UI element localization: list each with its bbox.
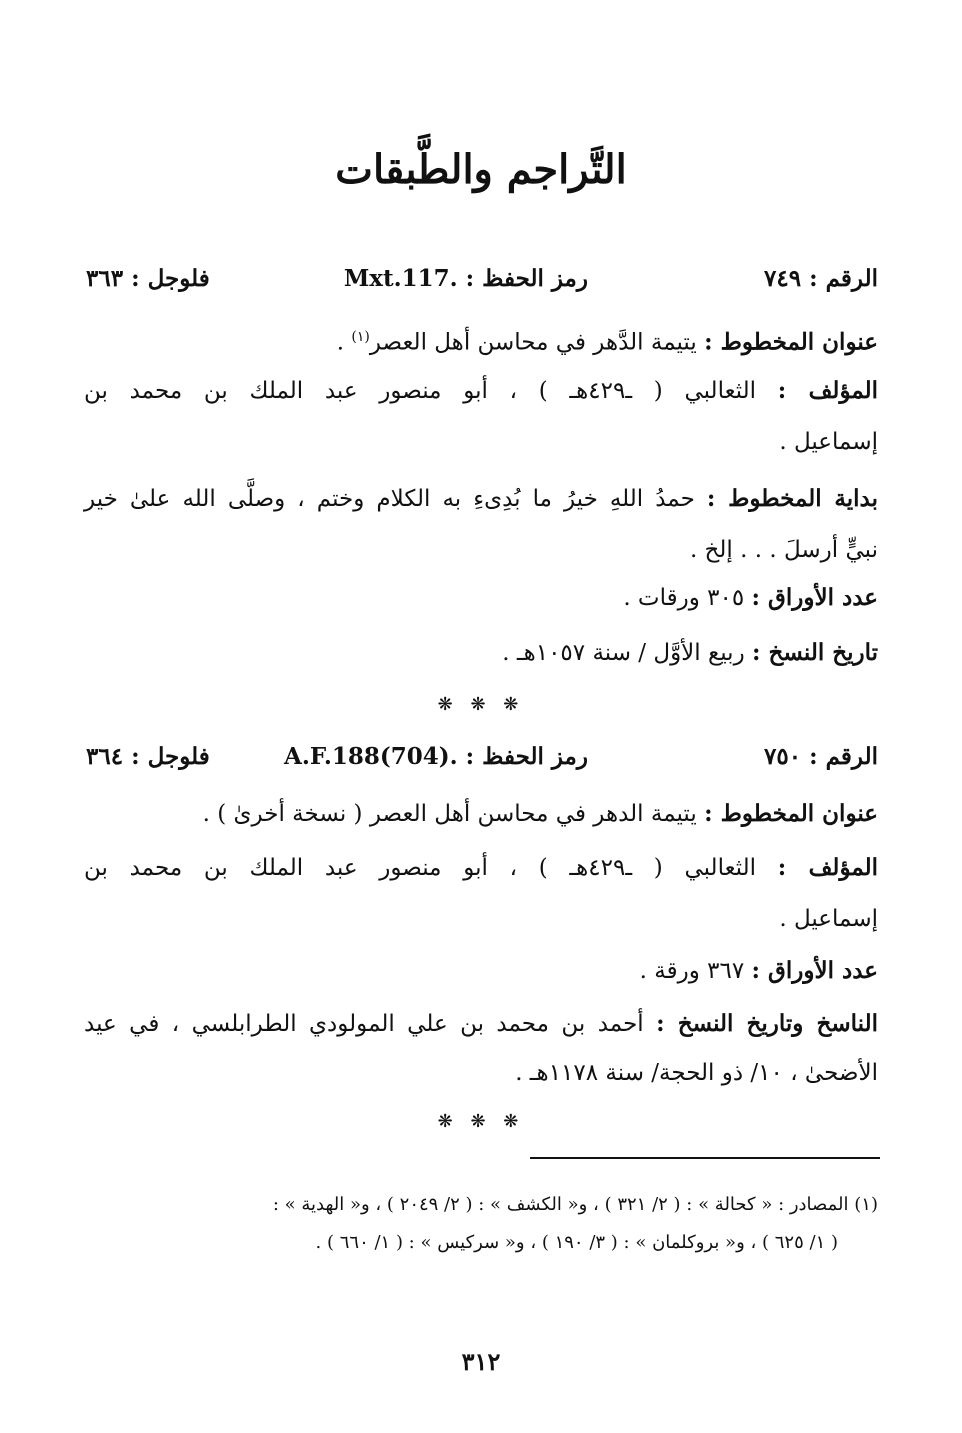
entry-750-flugel: فلوجل : ٣٦٤ [86, 743, 210, 770]
page-title: التَّراجم والطَّبقات [335, 146, 627, 193]
entry-750-copyist-line [84, 1004, 878, 1044]
entry-749-header [86, 259, 878, 299]
footnote-line-2: ( ١/ ٦٢٥ ) ، و« بروكلمان » : ( ٣/ ١٩٠ ) ، و« سركيس » : ( ١/ ٦٦٠ ) . [315, 1232, 838, 1253]
folios-value: ٣٠٥ ورقات . [623, 585, 745, 611]
page-number: ٣١٢ [461, 1347, 501, 1376]
entry-749-flugel: فلوجل : ٣٦٣ [86, 265, 210, 292]
entry-749-beginning-continuation: نبيٍّ أرسلَ . . . إلخ . [689, 537, 878, 563]
entry-749-author-line [84, 371, 878, 411]
footnote-line-1: (١) المصادر : « كحالة » : ( ٢/ ٣٢١ ) ، و« الكشف » : ( ٢/ ٢٠٤٩ ) ، و« الهدية » : [272, 1194, 878, 1215]
entry-749-title-line [337, 317, 878, 363]
entry-750-number: الرقم : ٧٥٠ [764, 743, 878, 770]
author-label: المؤلف : [777, 854, 879, 881]
copyist-value: أحمد بن محمد بن علي المولودي الطرابلسي ، في عيد [84, 1011, 644, 1037]
copy-date-value: ربيع الأوَّل / سنة ١٠٥٧هـ . [502, 640, 745, 666]
entry-749-beginning-line [84, 479, 878, 519]
entry-749-number: الرقم : ٧٤٩ [764, 265, 878, 292]
copyist-label: الناسخ وتاريخ النسخ : [656, 1010, 878, 1037]
manuscript-title-value: يتيمة الدهر في محاسن أهل العصر ( نسخة أخرىٰ ) . [202, 801, 697, 827]
author-value: الثعالبي ( ـ٤٢٩هـ ) ، أبو منصور عبد الملك بن محمد بن [84, 378, 757, 404]
entry-749-shelfmark: رمز الحفظ : .Mxt.117 [343, 265, 588, 292]
author-value: الثعالبي ( ـ٤٢٩هـ ) ، أبو منصور عبد الملك بن محمد بن [84, 855, 757, 881]
entry-750-shelfmark: رمز الحفظ : .A.F.188(704) [283, 743, 588, 770]
manuscript-title-value: يتيمة الدَّهر في محاسن أهل العصر [369, 329, 697, 356]
copy-date-label: تاريخ النسخ : [752, 639, 878, 666]
entry-750-header [86, 737, 878, 777]
folios-value: ٣٦٧ ورقة . [639, 958, 745, 984]
author-label: المؤلف : [777, 377, 879, 404]
separator-stars: ❋ ❋ ❋ [437, 694, 525, 715]
beginning-value: حمدُ اللهِ خيرُ ما بُدِىءِ به الكلام وختم ، وصلَّى الله علىٰ خير [84, 486, 695, 512]
entry-750-copyist-continuation: الأضحىٰ ، ١٠/ ذو الحجة/ سنة ١١٧٨هـ . [515, 1060, 878, 1086]
footnote-ref: (١) [351, 329, 370, 345]
entry-749-folios-line [623, 578, 878, 618]
manuscript-title-label: عنوان المخطوط : [704, 328, 878, 356]
entry-750-author-line [84, 848, 878, 888]
beginning-label: بداية المخطوط : [706, 485, 879, 512]
folios-label: عدد الأوراق : [751, 584, 878, 611]
entry-749-copy-date-line [502, 633, 878, 673]
manuscript-title-end: . [336, 329, 345, 356]
entry-750-folios-line [640, 951, 878, 991]
entry-750-title-line [203, 794, 878, 834]
footnote-divider [530, 1157, 880, 1159]
separator-stars: ❋ ❋ ❋ [437, 1111, 525, 1132]
folios-label: عدد الأوراق : [751, 957, 878, 984]
entry-750-author-continuation: إسماعيل . [779, 906, 878, 932]
manuscript-title-label: عنوان المخطوط : [704, 800, 878, 827]
entry-749-author-continuation: إسماعيل . [779, 429, 878, 455]
